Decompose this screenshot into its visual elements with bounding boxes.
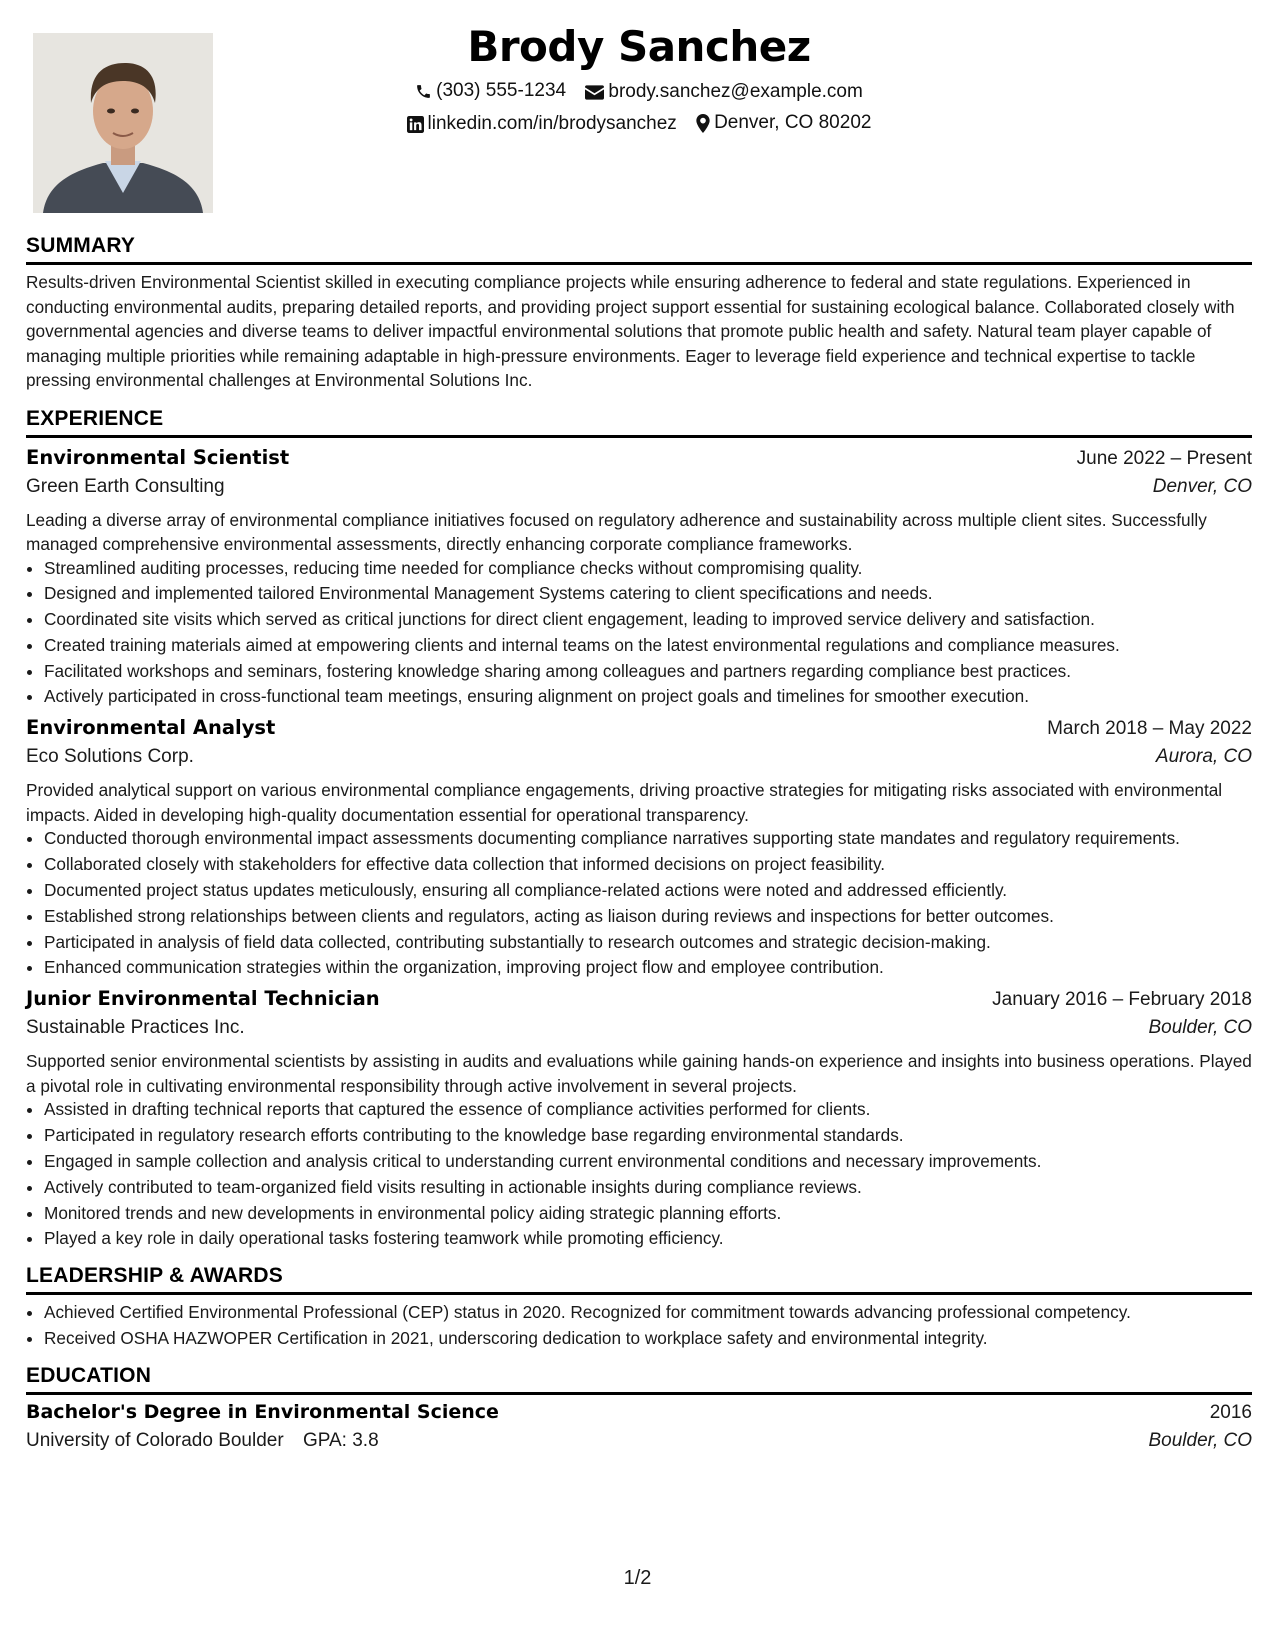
section-title-summary: SUMMARY [26, 234, 1252, 265]
bullet-item: • Achieved Certified Environmental Professional (CEP) status in 2020. Recognized for commitment towards advancing professional competency. [44, 1301, 1252, 1324]
education-gpa: GPA: 3.8 [302, 1430, 379, 1452]
job-description: Supported senior environmental scientists by assisting in audits and evaluations while gaining hands-on experience and insights into business operations. Played a pivotal role in cultivating environmental responsibility through active involvement in several projects. [26, 1051, 1252, 1096]
bullet-item: • Created training materials aimed at empowering clients and internal teams on the latest environmental regulations and compliance measures. [44, 634, 1252, 657]
bullet-item: • Assisted in drafting technical reports that captured the essence of compliance activities performed for clients. [44, 1098, 1252, 1121]
resume-page [26, 0, 1252, 1459]
bullet-item: • Received OSHA HAZWOPER Certification in 2021, underscoring dedication to workplace safety and environmental integrity. [44, 1327, 1252, 1350]
bullet-item: • Actively participated in cross-functional team meetings, ensuring alignment on project goals and timelines for smoother execution. [44, 685, 1252, 708]
bullet-item: • Collaborated closely with stakeholders for effective data collection that informed decisions on project feasibility. [44, 853, 1252, 876]
job-company: Eco Solutions Corp. [26, 746, 194, 768]
job-bullets [26, 557, 1252, 709]
bullet-item: • Actively contributed to team-organized field visits resulting in actionable insights during compliance reviews. [44, 1176, 1252, 1199]
job-title: Environmental Scientist [26, 445, 290, 469]
job-entry [26, 716, 1252, 979]
email-text[interactable]: brody.sanchez@example.com [608, 81, 863, 102]
job-location: Denver, CO [1152, 475, 1252, 497]
bullet-item: • Participated in regulatory research efforts contributing to the knowledge base regarding environmental standards. [44, 1124, 1252, 1147]
job-entry [26, 987, 1252, 1250]
contact-email[interactable] [585, 81, 862, 103]
leadership-bullets [26, 1301, 1252, 1350]
job-dates: January 2016 – February 2018 [992, 989, 1252, 1011]
job-title: Environmental Analyst [26, 716, 276, 740]
education-degree: Bachelor's Degree in Environmental Science [26, 1401, 499, 1424]
job-location: Boulder, CO [1148, 1017, 1252, 1039]
bullet-item: • Designed and implemented tailored Environmental Management Systems catering to client specifications and needs. [44, 582, 1252, 605]
bullet-item: • Coordinated site visits which served as critical junctions for direct client engagement, leading to improved service delivery and satisfaction. [44, 608, 1252, 631]
contact-line-2 [26, 112, 1252, 139]
bullet-item: • Participated in analysis of field data collected, contributing substantially to research outcomes and strategic decision-making. [44, 931, 1252, 954]
location-text: Denver, CO 80202 [714, 112, 872, 133]
candidate-name: Brody Sanchez [467, 22, 811, 71]
job-dates: June 2022 – Present [1076, 447, 1252, 469]
education-location: Boulder, CO [1148, 1430, 1252, 1452]
job-company: Sustainable Practices Inc. [26, 1017, 245, 1039]
job-title: Junior Environmental Technician [26, 987, 380, 1011]
phone-text: (303) 555-1234 [436, 80, 567, 101]
education-section [26, 1364, 1252, 1459]
bullet-item: • Monitored trends and new developments in environmental policy aiding strategic planning efforts. [44, 1202, 1252, 1225]
summary-section [26, 234, 1252, 393]
education-year: 2016 [1209, 1402, 1252, 1424]
summary-text: Results-driven Environmental Scientist skilled in executing compliance projects while ensuring adherence to federal and state regulations. Experienced in conducting environmental audits, preparing detailed reports, and providing project support essential for sustaining ecological balance. Collaborated closely with governmental agencies and diverse teams to deliver impactful environmental solutions that promote public health and safety. Natural team player capable of managing multiple priorities while remaining adaptable in high-pressure environments. Eager to leverage field experience and technical expertise to tackle pressing environmental challenges at Environmental Solutions Inc. [26, 272, 1235, 390]
page-number: 1/2 [623, 1567, 652, 1589]
envelope-icon [585, 85, 604, 100]
job-description: Leading a diverse array of environmental compliance initiatives focused on regulatory adherence and sustainability across multiple client sites. Successfully managed comprehensive environmental assessments, directly enhancing corporate compliance frameworks. [26, 509, 1207, 554]
bullet-item: • Conducted thorough environmental impact assessments documenting compliance narratives supporting state mandates and regulatory requirements. [44, 827, 1252, 850]
bullet-item: • Documented project status updates meticulously, ensuring all compliance-related actions were noted and addressed efficiently. [44, 879, 1252, 902]
job-company: Green Earth Consulting [26, 475, 225, 497]
bullet-item: • Played a key role in daily operational tasks fostering teamwork while promoting efficiency. [44, 1227, 1252, 1250]
job-dates: March 2018 – May 2022 [1047, 718, 1252, 740]
section-title-education: EDUCATION [26, 1364, 1252, 1395]
contact-line-1 [26, 80, 1252, 106]
contact-phone [415, 80, 566, 102]
bullet-item: • Enhanced communication strategies within the organization, improving project flow and employee contribution. [44, 956, 1252, 979]
job-entry [26, 446, 1252, 709]
map-pin-icon [696, 114, 710, 133]
job-location: Aurora, CO [1155, 746, 1252, 768]
job-description: Provided analytical support on various environmental compliance engagements, driving proactive strategies for mitigating risks associated with environmental impacts. Aided in developing high-quality documentation essential for operational transparency. [26, 780, 1223, 825]
leadership-section [26, 1264, 1252, 1350]
bullet-item: • Facilitated workshops and seminars, fostering knowledge sharing among colleagues and partners regarding compliance best practices. [44, 660, 1252, 683]
education-school: University of Colorado Boulder [26, 1430, 284, 1452]
section-title-leadership: LEADERSHIP & AWARDS [26, 1264, 1252, 1295]
resume-header [26, 0, 1252, 230]
job-bullets [26, 1098, 1252, 1250]
bullet-item: • Engaged in sample collection and analysis critical to understanding current environmental conditions and necessary improvements. [44, 1150, 1252, 1173]
job-bullets [26, 827, 1252, 979]
contact-linkedin[interactable] [407, 113, 677, 135]
linkedin-text[interactable]: linkedin.com/in/brodysanchez [427, 113, 677, 134]
phone-icon [415, 83, 432, 100]
bullet-item: • Streamlined auditing processes, reducing time needed for compliance checks without compromising quality. [44, 557, 1252, 580]
experience-section [26, 407, 1252, 1251]
section-title-experience: EXPERIENCE [26, 407, 1252, 438]
contact-location [696, 112, 871, 134]
linkedin-icon [407, 116, 424, 133]
bullet-item: • Established strong relationships between clients and regulators, acting as liaison during reviews and inspections for better outcomes. [44, 905, 1252, 928]
